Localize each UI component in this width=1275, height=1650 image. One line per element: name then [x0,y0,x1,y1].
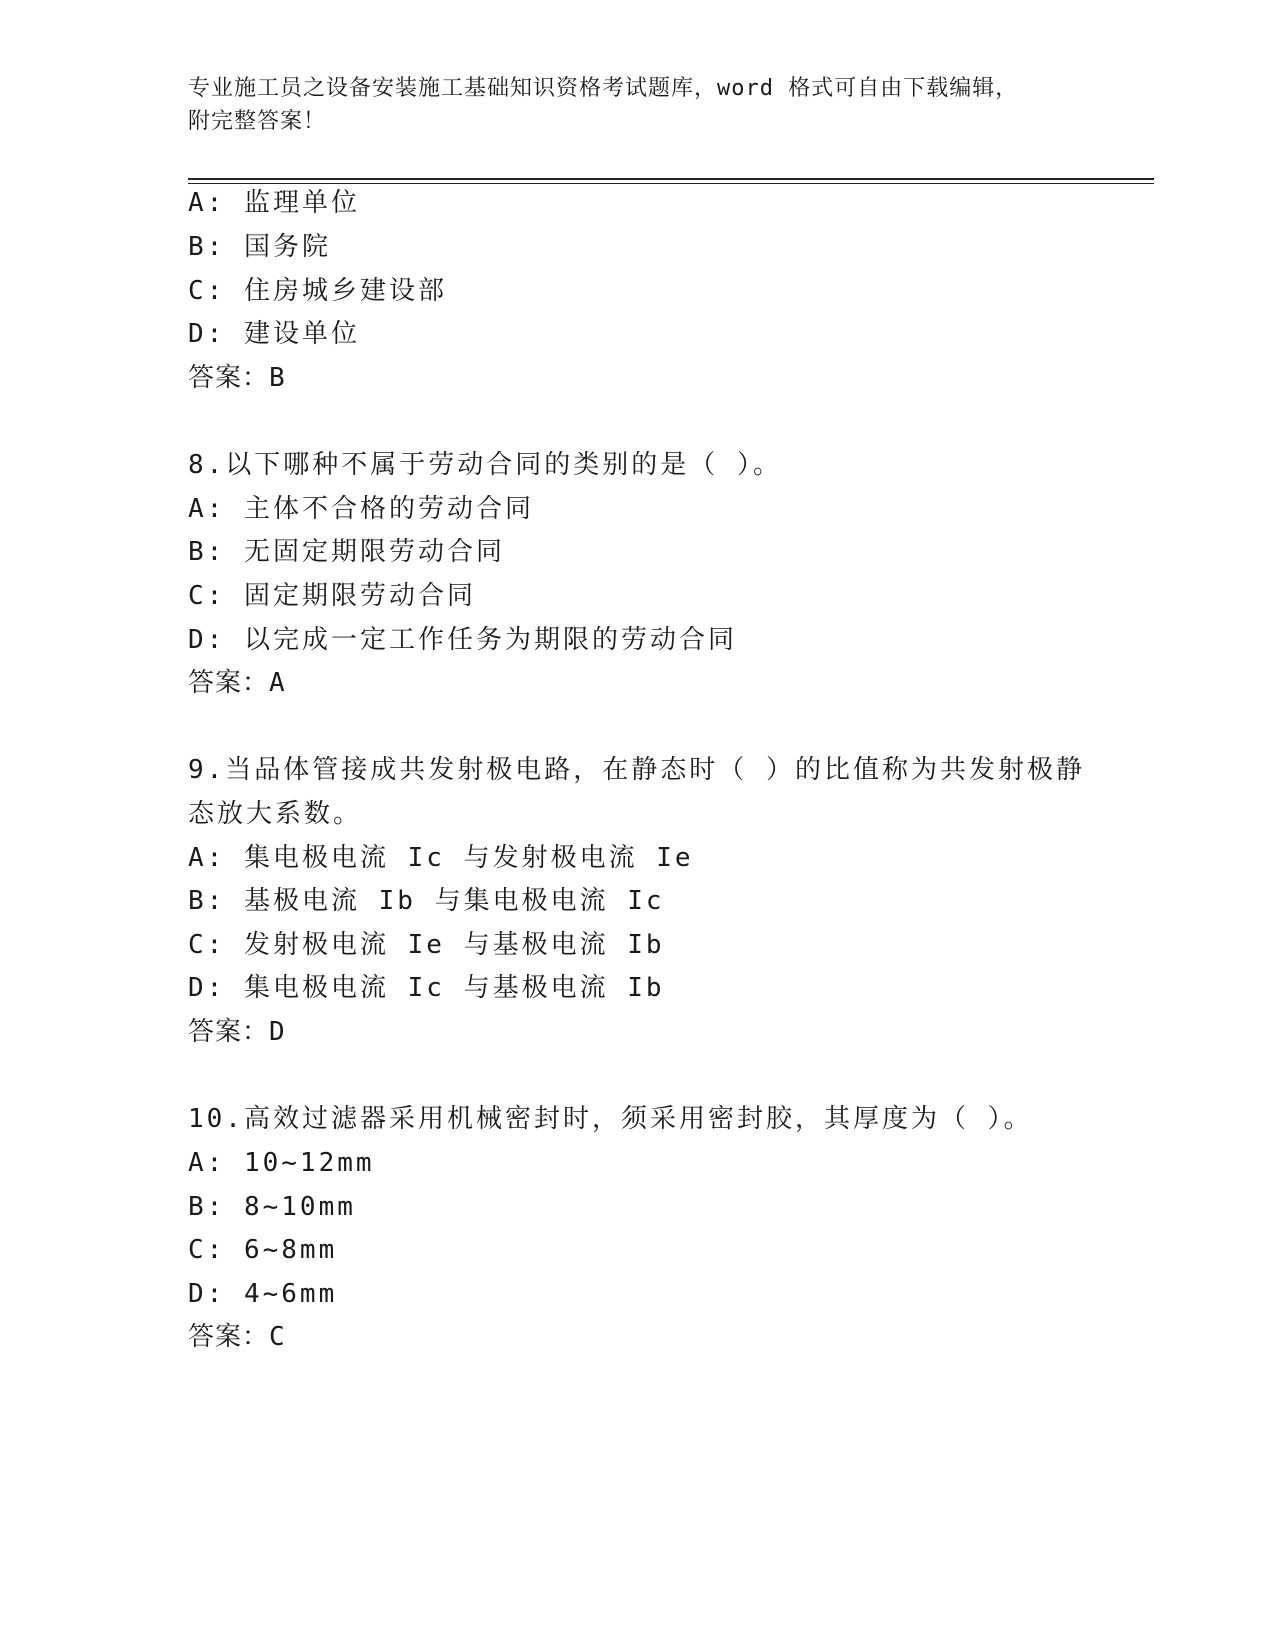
header-divider-thin [188,183,1154,184]
q7-option-a: A: 监理单位 [188,188,360,218]
header-line-2: 附完整答案！ [188,109,327,134]
q10-option-b: B: 8~10mm [188,1192,356,1222]
q9-option-d: D: 集电极电流 Ic 与基极电流 Ib [188,973,665,1003]
q9-option-b: B: 基极电流 Ib 与集电极电流 Ic [188,886,665,916]
q8-option-d: D: 以完成一定工作任务为期限的劳动合同 [188,625,737,655]
q9-option-a: A: 集电极电流 Ic 与发射极电流 Ie [188,843,694,873]
q10-answer: 答案：C [188,1322,286,1352]
q8-option-b: B: 无固定期限劳动合同 [188,537,505,567]
q10-option-a: A: 10~12mm [188,1148,375,1178]
q9-option-c: C: 发射极电流 Ie 与基极电流 Ib [188,930,665,960]
q8-stem: 8.以下哪种不属于劳动合同的类别的是（ ）。 [188,450,782,480]
document-header [188,72,1088,138]
q8-option-a: A: 主体不合格的劳动合同 [188,494,534,524]
q8-option-c: C: 固定期限劳动合同 [188,581,476,611]
q7-answer: 答案：B [188,363,286,393]
q10-stem: 10.高效过滤器采用机械密封时，须采用密封胶，其厚度为（ ）。 [188,1104,1033,1134]
q10-option-d: D: 4~6mm [188,1279,338,1309]
q8-answer: 答案：A [188,668,286,698]
q10-option-c: C: 6~8mm [188,1235,338,1265]
q9-answer: 答案：D [188,1017,286,1047]
q7-option-d: D: 建设单位 [188,319,360,349]
header-line-1: 专业施工员之设备安装施工基础知识资格考试题库，word 格式可自由下载编辑， [188,76,1019,101]
q7-option-c: C: 住房城乡建设部 [188,276,447,306]
q9-stem-line-1: 9.当品体管接成共发射极电路，在静态时（ ）的比值称为共发射极静 [188,755,1085,785]
header-divider-thick [188,178,1154,180]
q9-stem-line-2: 态放大系数。 [188,799,363,829]
q7-option-b: B: 国务院 [188,232,331,262]
